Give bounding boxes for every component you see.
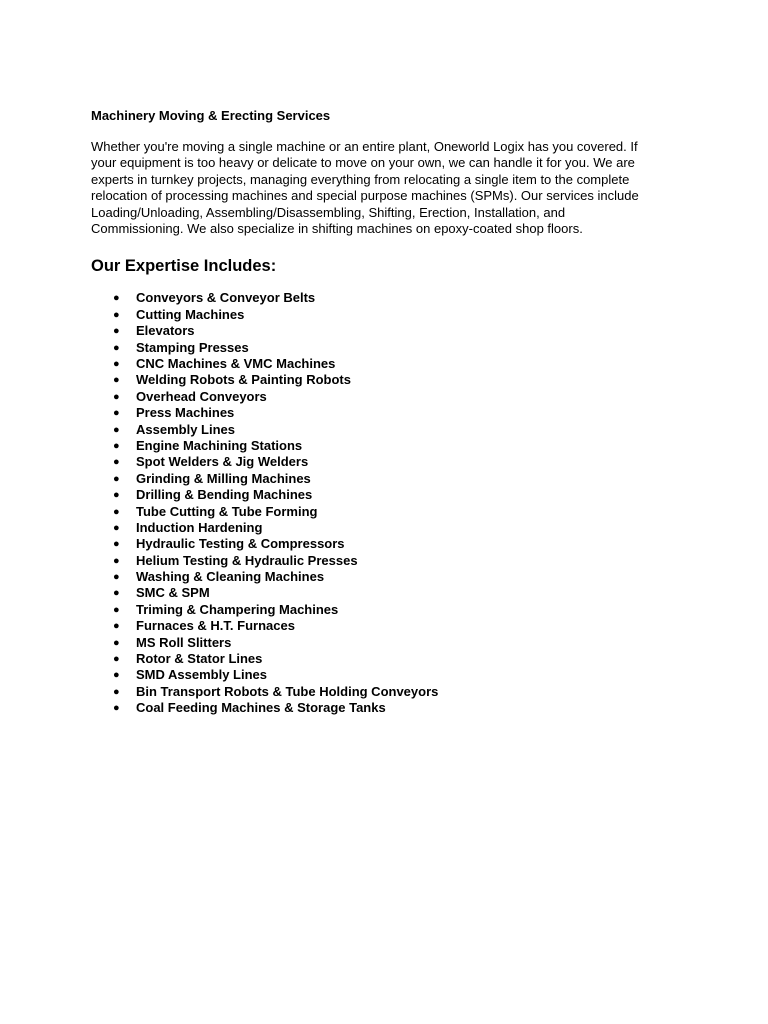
list-item	[91, 585, 691, 601]
bullet-icon: ●	[113, 390, 120, 403]
bullet-icon: ●	[113, 620, 120, 633]
list-item-label: Welding Robots & Painting Robots	[136, 372, 351, 388]
list-item-label: Triming & Champering Machines	[136, 601, 339, 617]
bullet-icon: ●	[113, 489, 120, 502]
expertise-list	[91, 290, 691, 716]
list-item	[91, 520, 691, 536]
list-item	[91, 389, 691, 405]
list-item	[91, 471, 691, 487]
list-item	[91, 569, 691, 585]
list-item-label: SMD Assembly Lines	[136, 667, 268, 683]
bullet-icon: ●	[113, 472, 120, 485]
list-item-label: Coal Feeding Machines & Storage Tanks	[136, 700, 386, 716]
bullet-icon: ●	[113, 374, 120, 387]
list-item-label: Tube Cutting & Tube Forming	[136, 503, 318, 519]
bullet-icon: ●	[113, 702, 120, 715]
document-title: Machinery Moving & Erecting Services	[91, 108, 331, 123]
bullet-icon: ●	[113, 358, 120, 370]
list-item-label: Elevators	[136, 323, 195, 339]
intro-line: Whether you're moving a single machine or an entire plant, Oneworld Logix has you covered. If	[91, 139, 638, 154]
list-item	[91, 504, 691, 520]
list-item	[91, 372, 691, 388]
list-item	[91, 340, 691, 356]
expertise-heading: Our Expertise Includes:	[91, 257, 277, 276]
bullet-icon: ●	[113, 407, 120, 420]
list-item-label: Assembly Lines	[136, 421, 235, 437]
list-item	[91, 635, 691, 651]
intro-line: experts in turnkey projects, managing everything from relocating a single item to the complete	[91, 171, 630, 187]
list-item-label: Hydraulic Testing & Compressors	[136, 536, 345, 552]
intro-paragraph	[91, 139, 681, 237]
list-item	[91, 323, 691, 339]
list-item	[91, 700, 691, 716]
list-item-label: Helium Testing & Hydraulic Presses	[136, 552, 358, 568]
bullet-icon: ●	[113, 636, 120, 649]
list-item-label: Grinding & Milling Machines	[136, 470, 311, 486]
list-item-label: Induction Hardening	[136, 519, 263, 535]
bullet-icon: ●	[113, 587, 120, 600]
document-content	[91, 108, 691, 717]
list-item-label: Stamping Presses	[136, 339, 249, 355]
list-item	[91, 536, 691, 552]
bullet-icon: ●	[113, 603, 120, 616]
bullet-icon: ●	[113, 538, 120, 551]
list-item-label: Washing & Cleaning Machines	[136, 569, 325, 585]
intro-line: your equipment is too heavy or delicate to move on your own, we can handle it for you. We are	[91, 155, 635, 171]
bullet-icon: ●	[113, 423, 120, 436]
bullet-icon: ●	[113, 439, 120, 452]
bullet-icon: ●	[113, 325, 120, 338]
list-item-label: SMC & SPM	[136, 585, 210, 601]
list-item	[91, 667, 691, 683]
list-item	[91, 553, 691, 569]
list-item-label: Drilling & Bending Machines	[136, 487, 313, 503]
list-item-label: Engine Machining Stations	[136, 437, 303, 453]
list-item	[91, 307, 691, 323]
list-item-label: Furnaces & H.T. Furnaces	[136, 618, 295, 634]
list-item	[91, 356, 691, 372]
list-item-label: Cutting Machines	[136, 306, 245, 322]
list-item-label: Conveyors & Conveyor Belts	[136, 290, 316, 306]
bullet-icon: ●	[113, 571, 120, 584]
list-item	[91, 487, 691, 503]
list-item-label: MS Roll Slitters	[136, 634, 232, 650]
list-item	[91, 618, 691, 634]
list-item-label: Overhead Conveyors	[136, 388, 267, 404]
bullet-icon: ●	[113, 685, 120, 698]
list-item-label: Bin Transport Robots & Tube Holding Conveyors	[136, 683, 439, 699]
intro-line: relocation of processing machines and special purpose machines (SPMs). Our services include	[91, 188, 639, 204]
bullet-icon: ●	[113, 521, 120, 534]
list-item	[91, 454, 691, 470]
list-item	[91, 651, 691, 667]
bullet-icon: ●	[113, 669, 120, 682]
bullet-icon: ●	[113, 456, 120, 469]
bullet-icon: ●	[113, 554, 120, 567]
list-item	[91, 405, 691, 421]
bullet-icon: ●	[113, 505, 120, 518]
intro-line: Commissioning. We also specialize in shifting machines on epoxy-coated shop floors.	[91, 221, 583, 237]
list-item-label: CNC Machines & VMC Machines	[136, 356, 336, 371]
list-item	[91, 684, 691, 700]
list-item	[91, 290, 691, 306]
list-item-label: Press Machines	[136, 405, 235, 421]
list-item-label: Rotor & Stator Lines	[136, 651, 263, 667]
list-item	[91, 438, 691, 454]
list-item	[91, 602, 691, 618]
bullet-icon: ●	[113, 341, 120, 354]
bullet-icon: ●	[113, 292, 120, 305]
intro-line: Loading/Unloading, Assembling/Disassembling, Shifting, Erection, Installation, and	[91, 204, 566, 220]
list-item-label: Spot Welders & Jig Welders	[136, 454, 309, 470]
bullet-icon: ●	[113, 653, 120, 666]
list-item	[91, 422, 691, 438]
bullet-icon: ●	[113, 308, 120, 321]
